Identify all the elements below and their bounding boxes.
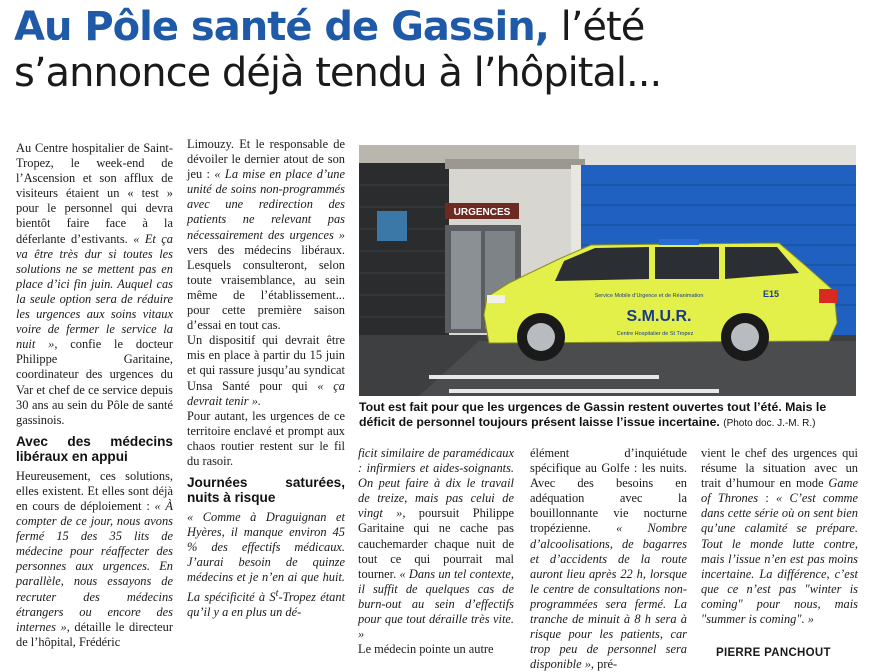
text: Limouzy. Et le responsable de dévoiler le dernier atout de son jeu :	[187, 137, 345, 182]
superscript: t	[275, 587, 279, 599]
paragraph	[530, 446, 687, 672]
article-column-1	[16, 141, 173, 650]
text: , confie le docteur Philippe Garitaine, coordinateur des urgences du Var et chef de ce service depuis 30 ans au sein du Pôle de santé gassinois.	[16, 337, 173, 427]
quote: « Comme à Draguignan et Hyères, il manque environ 45 % des effectifs médicaux. J’aurai besoin de quinze médecins et je n’en ai que huit. La spécificité à S	[187, 510, 345, 604]
headline-part-3: s’annonce déjà tendu à l’hôpital...	[14, 50, 662, 96]
smur-car-photo-illustration	[359, 145, 856, 396]
paragraph	[358, 642, 514, 657]
author-signature: PIERRE PANCHOUT	[716, 647, 831, 659]
text: vers des médecins libéraux. Lesquels consulteront, selon toute vraisemblance, au sein même de l’établissement... pour cette première saison d’essai en tout cas.	[187, 242, 345, 333]
text: , pré-	[590, 657, 618, 672]
photo-credit: (Photo doc. J.-M. R.)	[723, 418, 816, 430]
article-column-3	[358, 446, 514, 657]
paragraph	[358, 446, 514, 642]
photo-caption	[359, 400, 859, 431]
car-hospital-text: Centre Hospitalier de St Tropez	[616, 331, 694, 337]
paragraph	[16, 469, 173, 650]
article-column-4	[530, 446, 687, 672]
car-number: E15	[762, 289, 780, 299]
series-title: Game of Thrones	[701, 476, 858, 506]
text: , détaille le directeur de l’hôpital, Frédéric	[16, 619, 173, 649]
text: Un dispositif qui devrait être mis en place à partir du 15 juin et qui rassure jusqu’au syndicat Unsa Santé pour qui	[187, 333, 345, 393]
paragraph	[187, 333, 345, 408]
text: , poursuit Philippe Garitaine qui ne cache pas cauchemarder chaque nuit de tout ce qui pourrait mal tourner.	[358, 506, 514, 581]
article-headline	[14, 4, 874, 96]
text: Le médecin pointe un autre	[358, 642, 494, 657]
text: vient le chef des urgences qui résume la situation avec un trait d’humour en mode	[701, 446, 858, 491]
quote: -Tropez étant qu’il y a en plus un dé-	[187, 589, 346, 619]
car-smur-text: S.M.U.R.	[626, 308, 692, 325]
headline-part-2: l’été	[548, 4, 645, 50]
text: Pour autant, les urgences de ce territoire enclavé et prompt aux chaos routier restent sur le fil du rasoir.	[187, 408, 345, 468]
paragraph	[16, 141, 173, 428]
paragraph	[187, 409, 345, 469]
text: :	[758, 491, 769, 506]
paragraph	[187, 137, 345, 333]
quote: « À compter de ce jour, nous avons fermé 15 des 35 lits de médecine pour réaffecter des personnes aux urgences. En parallèle, nous essayons de recruter des médecins étrangers ou encore des internes »	[16, 498, 173, 634]
quote: « Nombre d’alcoolisations, de bagarres et d’accidents de la route auront lieu après 22 h, lorsque le centre de consultations non-programmées sera fermé. La tranche de minuit à 8 h sera à risque pour les patients, car trop peu de personnel sera disponible »	[530, 521, 687, 672]
quote: « ça devrait tenir ».	[187, 378, 345, 408]
paragraph	[187, 510, 345, 620]
quote: « La mise en place d’une unité de soins non-programmés avec une redirection des patients ne relevant pas nécessairement des urgences »	[187, 167, 345, 242]
caption-text: Tout est fait pour que les urgences de Gassin restent ouvertes tout l’été. Mais le déficit de personnel toujours présent laisse l’issue incertaine.	[359, 400, 827, 430]
quote: « C’est comme dans cette série où on sent bien qu’une calamité se prépare. Tout le monde lutte contre, mais l’issue n’en est pas moins incertaine. La différence, c’est que ce n’est pas "winter is coming" pour nous, mais "summer is coming". »	[701, 491, 858, 627]
urgences-sign: URGENCES	[453, 207, 511, 218]
article-column-2	[187, 137, 345, 620]
car-service-text: Service Mobile d’Urgence et de Réanimation	[594, 293, 704, 299]
text: Au Centre hospitalier de Saint-Tropez, le week-end de l’Ascension et son afflux de visiteurs étaient un « test » pour le personnel qui devra bientôt faire face à la déferlante d’estivants.	[16, 141, 173, 246]
headline-part-1: Au Pôle santé de Gassin,	[14, 4, 549, 50]
quote: « Et ça va être très dur si toutes les solutions ne se mettent pas en place d’ici fin juin. Auquel cas la seule option sera de réduire les urgences aux soins vitaux voire de fermer le service la nuit »	[16, 231, 174, 352]
subheading: Avec des médecins libéraux en appui	[16, 433, 173, 464]
quote: « Dans un tel contexte, il suffit de quelques cas de burn-out au sein d’effectifs pour que tout déraille très vite. »	[358, 566, 514, 642]
article-column-5	[701, 446, 858, 627]
quote: ficit similaire de paramédicaux : infirmiers et aides-soignants. On peut faire à dix le travail de treize, mais pas celui de vingt »	[358, 446, 514, 521]
subheading: Journées saturées, nuits à risque	[187, 475, 345, 506]
text: Heureusement, ces solutions, elles existent. Et elles sont déjà en cours de déploiement :	[16, 468, 173, 513]
text: élément d’inquiétude spécifique au Golfe : les nuits. Avec des besoins en adéquation avec la bouillonnante vie nocturne tropézienne.	[530, 446, 687, 536]
hospital-photo	[359, 145, 856, 396]
paragraph	[701, 446, 858, 627]
